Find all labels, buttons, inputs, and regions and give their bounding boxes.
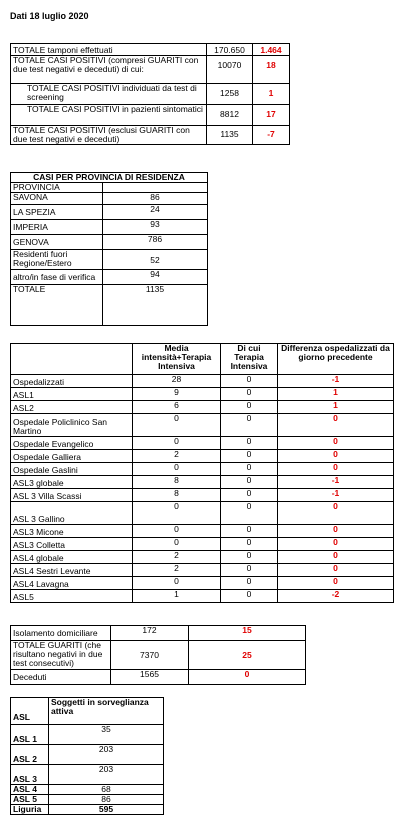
summary-label: TOTALE CASI POSITIVI in pazienti sintomatici bbox=[11, 105, 207, 126]
surveillance-asl: Liguria bbox=[11, 805, 49, 815]
province-name: altro/in fase di verifica bbox=[11, 270, 103, 285]
surveillance-value: 86 bbox=[49, 795, 164, 805]
summary-label: TOTALE tamponi effettuati bbox=[11, 44, 207, 56]
summary-label: TOTALE CASI POSITIVI (compresi GUARITI con due test negativi e deceduti) di cui: bbox=[11, 56, 207, 84]
surveillance-value: 35 bbox=[49, 725, 164, 745]
summary-value: 1258 bbox=[207, 84, 253, 105]
hospital-row-ti: 0 bbox=[221, 590, 278, 603]
status-label: Isolamento domiciliare bbox=[11, 626, 111, 641]
summary-delta: 1.464 bbox=[253, 44, 290, 56]
hospital-row-ti: 0 bbox=[221, 577, 278, 590]
table-row bbox=[11, 670, 306, 685]
hospital-row-diff: 0 bbox=[278, 414, 394, 437]
table-row bbox=[11, 235, 208, 250]
table-row bbox=[11, 805, 164, 815]
province-value: 86 bbox=[103, 193, 208, 205]
hospital-row-ti: 0 bbox=[221, 450, 278, 463]
hospital-row-name: ASL4 Lavagna bbox=[11, 577, 133, 590]
hospital-row-name: ASL1 bbox=[11, 388, 133, 401]
table-row bbox=[11, 489, 394, 502]
province-title: CASI PER PROVINCIA DI RESIDENZA bbox=[11, 173, 208, 183]
table-row bbox=[11, 725, 164, 745]
hospital-row-diff: -2 bbox=[278, 590, 394, 603]
province-name: TOTALE bbox=[11, 285, 103, 326]
surveillance-header-value: Soggetti in sorveglianza attiva bbox=[49, 698, 164, 725]
table-row bbox=[11, 525, 394, 538]
hospital-row-diff: -1 bbox=[278, 375, 394, 388]
province-name: Residenti fuori Regione/Estero bbox=[11, 250, 103, 270]
surveillance-value: 203 bbox=[49, 745, 164, 765]
hospital-row-name: ASL 3 Villa Scassi bbox=[11, 489, 133, 502]
province-value: 786 bbox=[103, 235, 208, 250]
table-row bbox=[11, 476, 394, 489]
province-name: IMPERIA bbox=[11, 220, 103, 235]
province-value: 24 bbox=[103, 205, 208, 220]
hospital-row-diff: 0 bbox=[278, 551, 394, 564]
table-row bbox=[11, 795, 164, 805]
hospital-row-diff: -1 bbox=[278, 476, 394, 489]
province-value: 94 bbox=[103, 270, 208, 285]
summary-delta: 17 bbox=[253, 105, 290, 126]
status-delta: 15 bbox=[189, 626, 306, 641]
table-row bbox=[11, 785, 164, 795]
hospital-row-ti: 0 bbox=[221, 463, 278, 476]
table-row bbox=[11, 437, 394, 450]
province-value: 93 bbox=[103, 220, 208, 235]
province-header: PROVINCIA bbox=[11, 183, 103, 193]
hospital-row-media: 0 bbox=[133, 538, 221, 551]
hospital-row-name: ASL5 bbox=[11, 590, 133, 603]
hospital-row-media: 8 bbox=[133, 489, 221, 502]
table-row bbox=[11, 220, 208, 235]
hospital-row-diff: 0 bbox=[278, 525, 394, 538]
surveillance-asl: ASL 2 bbox=[11, 745, 49, 765]
status-value: 1565 bbox=[111, 670, 189, 685]
status-table bbox=[10, 625, 306, 685]
table-row bbox=[11, 641, 306, 670]
summary-value: 8812 bbox=[207, 105, 253, 126]
table-row bbox=[11, 577, 394, 590]
summary-table bbox=[10, 43, 290, 145]
table-row bbox=[11, 502, 394, 525]
table-header-row bbox=[11, 698, 164, 725]
summary-delta: 18 bbox=[253, 56, 290, 84]
table-row bbox=[11, 551, 394, 564]
hospital-head bbox=[11, 344, 394, 375]
hospital-row-ti: 0 bbox=[221, 375, 278, 388]
hospital-header-blank bbox=[11, 344, 133, 375]
hospital-row-name: ASL 3 Gallino bbox=[11, 502, 133, 525]
page-title: Dati 18 luglio 2020 bbox=[10, 11, 89, 21]
hospital-table bbox=[10, 343, 394, 603]
summary-delta: -7 bbox=[253, 126, 290, 145]
hospital-row-ti: 0 bbox=[221, 538, 278, 551]
hospital-row-diff: 0 bbox=[278, 450, 394, 463]
status-delta: 0 bbox=[189, 670, 306, 685]
hospital-row-media: 1 bbox=[133, 590, 221, 603]
surveillance-value: 68 bbox=[49, 785, 164, 795]
surveillance-value: 203 bbox=[49, 765, 164, 785]
summary-value: 1135 bbox=[207, 126, 253, 145]
status-delta: 25 bbox=[189, 641, 306, 670]
hospital-row-name: ASL4 globale bbox=[11, 551, 133, 564]
hospital-row-media: 0 bbox=[133, 463, 221, 476]
table-row bbox=[11, 538, 394, 551]
status-value: 172 bbox=[111, 626, 189, 641]
hospital-row-diff: 1 bbox=[278, 401, 394, 414]
hospital-row-media: 6 bbox=[133, 401, 221, 414]
hospital-row-ti: 0 bbox=[221, 401, 278, 414]
table-row bbox=[11, 401, 394, 414]
hospital-header-media: Media intensità+Terapia Intensiva bbox=[133, 344, 221, 375]
status-value: 7370 bbox=[111, 641, 189, 670]
status-label: TOTALE GUARITI (che risultano negativi in due test consecutivi) bbox=[11, 641, 111, 670]
hospital-row-media: 2 bbox=[133, 450, 221, 463]
province-value: 1135 bbox=[103, 285, 208, 326]
summary-value: 170.650 bbox=[207, 44, 253, 56]
hospital-row-name: ASL4 Sestri Levante bbox=[11, 564, 133, 577]
hospital-row-name: Ospedale Gaslini bbox=[11, 463, 133, 476]
table-row bbox=[11, 250, 208, 270]
table-row bbox=[11, 44, 290, 56]
table-row bbox=[11, 450, 394, 463]
province-header-value bbox=[103, 183, 208, 193]
hospital-row-media: 8 bbox=[133, 476, 221, 489]
surveillance-header-asl: ASL bbox=[11, 698, 49, 725]
hospital-row-name: Ospedale Policlinico San Martino bbox=[11, 414, 133, 437]
hospital-row-media: 28 bbox=[133, 375, 221, 388]
summary-label: TOTALE CASI POSITIVI (esclusi GUARITI con due test negativi e deceduti) bbox=[11, 126, 207, 145]
surveillance-asl: ASL 5 bbox=[11, 795, 49, 805]
hospital-row-ti: 0 bbox=[221, 551, 278, 564]
hospital-row-ti: 0 bbox=[221, 525, 278, 538]
surveillance-value: 595 bbox=[49, 805, 164, 815]
hospital-row-media: 2 bbox=[133, 564, 221, 577]
table-row bbox=[11, 765, 164, 785]
hospital-row-ti: 0 bbox=[221, 564, 278, 577]
hospital-row-name: ASL2 bbox=[11, 401, 133, 414]
table-row bbox=[11, 193, 208, 205]
hospital-row-diff: 0 bbox=[278, 437, 394, 450]
hospital-row-media: 0 bbox=[133, 414, 221, 437]
surveillance-asl: ASL 4 bbox=[11, 785, 49, 795]
hospital-row-diff: 0 bbox=[278, 502, 394, 525]
hospital-row-media: 2 bbox=[133, 551, 221, 564]
hospital-row-name: Ospedalizzati bbox=[11, 375, 133, 388]
summary-body bbox=[11, 44, 290, 145]
table-row bbox=[11, 126, 290, 145]
table-row bbox=[11, 84, 290, 105]
hospital-row-diff: -1 bbox=[278, 489, 394, 502]
hospital-row-name: Ospedale Galliera bbox=[11, 450, 133, 463]
hospital-body bbox=[11, 375, 394, 603]
summary-delta: 1 bbox=[253, 84, 290, 105]
hospital-row-ti: 0 bbox=[221, 414, 278, 437]
table-header-row bbox=[11, 344, 394, 375]
hospital-row-diff: 0 bbox=[278, 564, 394, 577]
surveillance-table bbox=[10, 697, 164, 815]
hospital-row-name: Ospedale Evangelico bbox=[11, 437, 133, 450]
surveillance-body bbox=[11, 725, 164, 815]
table-row bbox=[11, 205, 208, 220]
province-table bbox=[10, 172, 208, 326]
summary-value: 10070 bbox=[207, 56, 253, 84]
hospital-row-diff: 1 bbox=[278, 388, 394, 401]
province-name: LA SPEZIA bbox=[11, 205, 103, 220]
surveillance-asl: ASL 1 bbox=[11, 725, 49, 745]
summary-label: TOTALE CASI POSITIVI individuati da test di screening bbox=[11, 84, 207, 105]
hospital-row-diff: 0 bbox=[278, 463, 394, 476]
table-row bbox=[11, 626, 306, 641]
table-row bbox=[11, 183, 208, 193]
table-row bbox=[11, 590, 394, 603]
hospital-row-media: 0 bbox=[133, 525, 221, 538]
hospital-row-ti: 0 bbox=[221, 388, 278, 401]
hospital-row-ti: 0 bbox=[221, 502, 278, 525]
hospital-row-diff: 0 bbox=[278, 538, 394, 551]
table-row bbox=[11, 270, 208, 285]
hospital-row-name: ASL3 Micone bbox=[11, 525, 133, 538]
table-row bbox=[11, 564, 394, 577]
table-row bbox=[11, 56, 290, 84]
hospital-row-media: 0 bbox=[133, 437, 221, 450]
province-body bbox=[11, 173, 208, 326]
hospital-row-media: 0 bbox=[133, 577, 221, 590]
table-row bbox=[11, 388, 394, 401]
table-row bbox=[11, 173, 208, 183]
hospital-row-ti: 0 bbox=[221, 476, 278, 489]
table-row bbox=[11, 105, 290, 126]
hospital-row-media: 0 bbox=[133, 502, 221, 525]
province-name: GENOVA bbox=[11, 235, 103, 250]
hospital-row-name: ASL3 Colletta bbox=[11, 538, 133, 551]
province-value: 52 bbox=[103, 250, 208, 270]
hospital-header-diff: Differenza ospedalizzati da giorno precedente bbox=[278, 344, 394, 375]
table-row bbox=[11, 463, 394, 476]
surveillance-head bbox=[11, 698, 164, 725]
surveillance-asl: ASL 3 bbox=[11, 765, 49, 785]
province-name: SAVONA bbox=[11, 193, 103, 205]
hospital-row-name: ASL3 globale bbox=[11, 476, 133, 489]
table-row bbox=[11, 414, 394, 437]
hospital-row-media: 9 bbox=[133, 388, 221, 401]
table-row bbox=[11, 285, 208, 326]
table-row bbox=[11, 745, 164, 765]
status-body bbox=[11, 626, 306, 685]
hospital-row-ti: 0 bbox=[221, 437, 278, 450]
hospital-row-diff: 0 bbox=[278, 577, 394, 590]
table-row bbox=[11, 375, 394, 388]
hospital-row-ti: 0 bbox=[221, 489, 278, 502]
status-label: Deceduti bbox=[11, 670, 111, 685]
hospital-header-ti: Di cui Terapia Intensiva bbox=[221, 344, 278, 375]
